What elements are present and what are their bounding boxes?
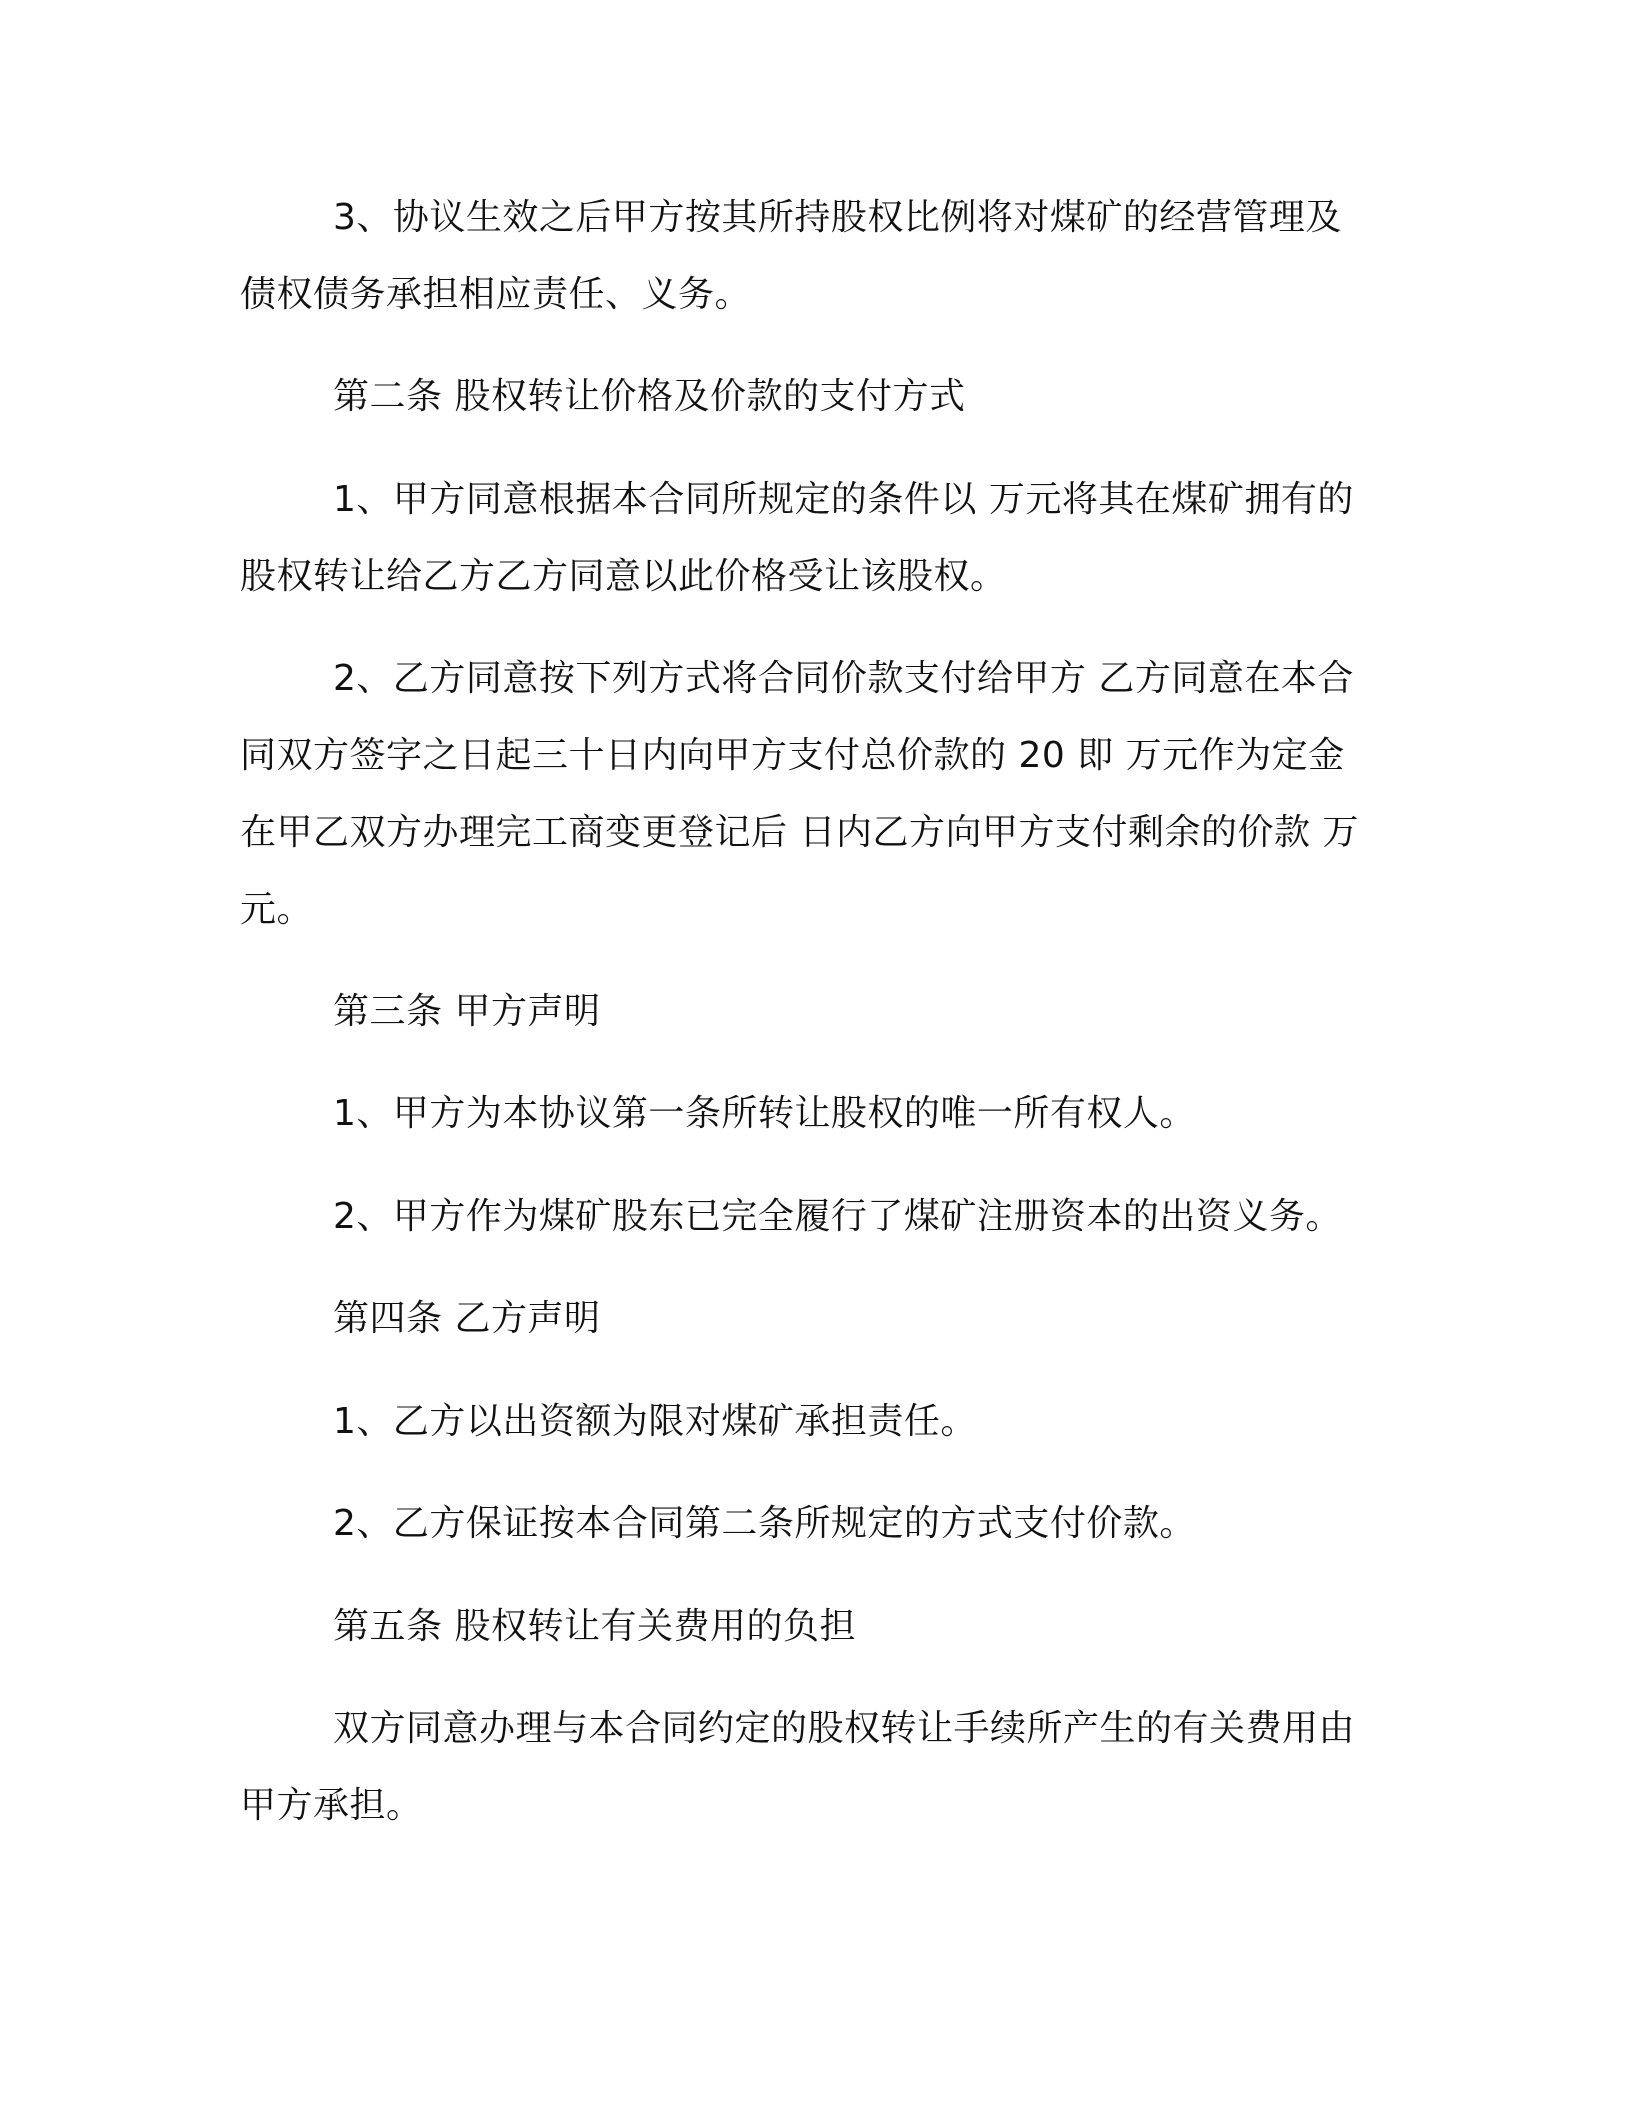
clause-5-body-line-1: 双方同意办理与本合同约定的股权转让手续所产生的有关费用由 (333, 1708, 1356, 1749)
clause-5-heading: 第五条 股权转让有关费用的负担 (333, 1606, 856, 1647)
clause-3-item-1: 1、甲方为本协议第一条所转让股权的唯一所有权人。 (333, 1093, 1196, 1134)
clause-3-item-2: 2、甲方作为煤矿股东已完全履行了煤矿注册资本的出资义务。 (333, 1196, 1342, 1237)
clause-1-item-3-line-2: 债权债务承担相应责任、义务。 (240, 274, 752, 315)
clause-2-item-2-line-3: 在甲乙双方办理完工商变更登记后 日内乙方向甲方支付剩余的价款 万 (240, 812, 1359, 853)
clause-5-body-line-2: 甲方承担。 (240, 1785, 423, 1826)
clause-4-item-2: 2、乙方保证按本合同第二条所规定的方式支付价款。 (333, 1503, 1196, 1544)
clause-2-item-2-line-1: 2、乙方同意按下列方式将合同价款支付给甲方 乙方同意在本合 (333, 658, 1354, 699)
clause-4-heading: 第四条 乙方声明 (333, 1298, 601, 1339)
clause-2-item-1-line-2: 股权转让给乙方乙方同意以此价格受让该股权。 (240, 556, 1007, 597)
clause-2-item-2-line-4: 元。 (240, 889, 314, 930)
clause-1-item-3-line-1: 3、协议生效之后甲方按其所持股权比例将对煤矿的经营管理及 (333, 197, 1342, 238)
clause-2-item-2-line-2: 同双方签字之日起三十日内向甲方支付总价款的 20 即 万元作为定金 (240, 735, 1345, 776)
clause-4-item-1: 1、乙方以出资额为限对煤矿承担责任。 (333, 1401, 977, 1442)
clause-2-item-1-line-1: 1、甲方同意根据本合同所规定的条件以 万元将其在煤矿拥有的 (333, 479, 1354, 520)
clause-2-heading: 第二条 股权转让价格及价款的支付方式 (333, 376, 966, 417)
clause-3-heading: 第三条 甲方声明 (333, 991, 601, 1032)
